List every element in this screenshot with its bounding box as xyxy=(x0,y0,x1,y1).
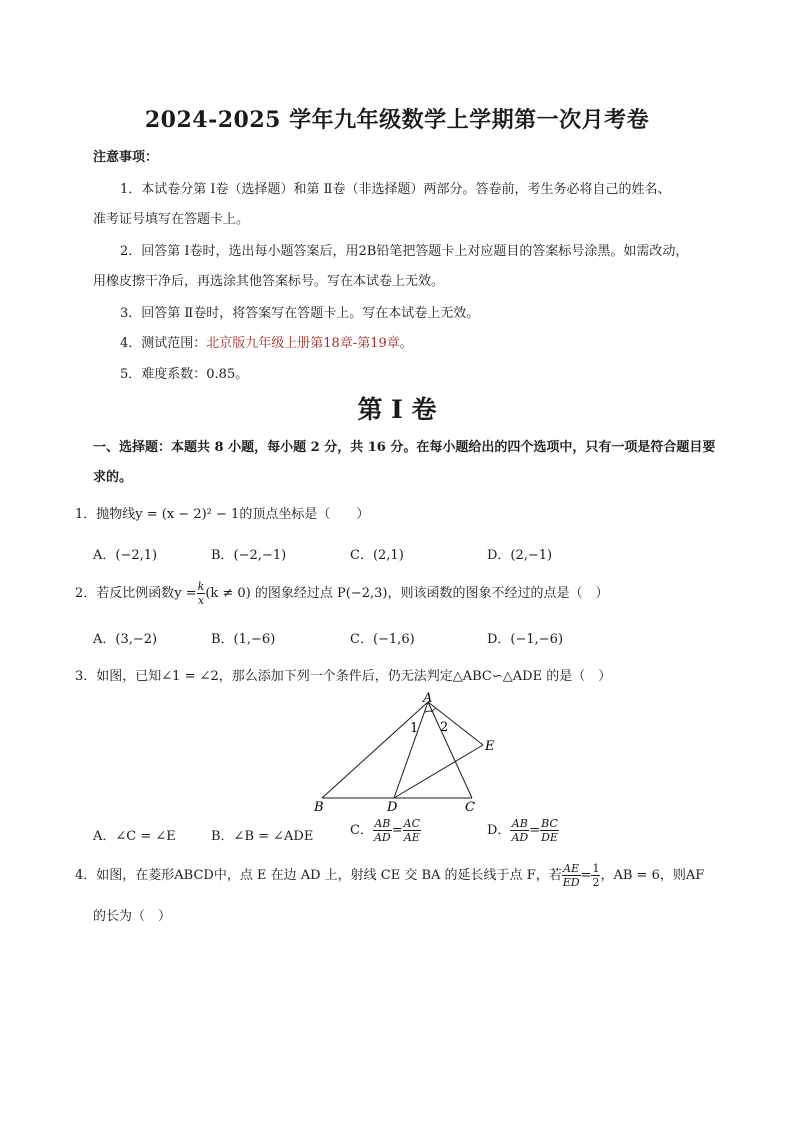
option-d-left-numerator: AB xyxy=(511,817,528,830)
vertex-a-label: A xyxy=(423,691,433,706)
question-2-fraction-denominator: x xyxy=(197,594,205,607)
question-2-stem-b: (k ≠ 0) 的图象经过点 P(−2,3)，则该函数的图象不经过的点是（ ） xyxy=(205,586,609,601)
notice-item-4-suffix: 。 xyxy=(399,336,413,351)
question-4-fraction-1-denominator: ED xyxy=(562,876,580,889)
question-3-option-d xyxy=(487,816,559,846)
option-c-right-numerator: AC xyxy=(403,817,420,830)
question-4-stem-line-2: 的长为（ ） xyxy=(93,909,172,924)
question-4-stem-b: ，AB = 6，则AF xyxy=(600,868,705,883)
question-2-option-a: A．(3,−2) xyxy=(93,632,158,647)
notice-item-2-line-2: 用橡皮擦干净后，再选涂其他答案标号。写在本试卷上无效。 xyxy=(93,274,445,289)
question-1-option-b: B．(−2,−1) xyxy=(211,548,287,563)
vertex-b-label: B xyxy=(314,800,324,812)
question-3-option-d-prefix: D． xyxy=(487,823,511,838)
angle-2-label: 2 xyxy=(440,720,449,735)
question-2-fraction-numerator: k xyxy=(197,580,205,593)
question-4-fraction-2-denominator: 2 xyxy=(592,876,600,889)
option-d-equals: = xyxy=(529,823,541,838)
option-d-right-numerator: BC xyxy=(541,817,558,830)
notice-item-4-prefix: 4．测试范围： xyxy=(120,336,207,351)
question-2-stem-a: 2．若反比例函数y = xyxy=(75,586,197,601)
part-intro-line-2: 求的。 xyxy=(93,470,133,485)
notice-item-1-line-2: 准考证号填写在答题卡上。 xyxy=(93,212,250,227)
question-2-stem xyxy=(75,579,608,609)
vertex-e-label: E xyxy=(485,739,495,754)
question-4-stem-a: 4．如图，在菱形ABCD中，点 E 在边 AD 上，射线 CE 交 BA 的延长线于点 F，若 xyxy=(75,868,562,883)
part-intro-line-1: 一、选择题：本题共 8 小题，每小题 2 分，共 16 分。在每小题给出的四个选项中，只有一项是符合题目要 xyxy=(93,440,716,455)
question-3-option-a: A．∠C = ∠E xyxy=(93,829,176,844)
question-1-option-c: C．(2,1) xyxy=(350,548,404,563)
question-4-fraction-2-numerator: 1 xyxy=(592,862,600,875)
vertex-c-label: C xyxy=(465,800,475,812)
option-c-right-denominator: AE xyxy=(403,831,420,844)
option-d-right-denominator: DE xyxy=(541,831,558,844)
question-2-option-c: C．(−1,6) xyxy=(350,632,415,647)
question-3-option-c xyxy=(350,816,421,846)
question-2-option-b: B．(1,−6) xyxy=(211,632,276,647)
question-3-option-b: B．∠B = ∠ADE xyxy=(211,829,314,844)
question-3-option-c-prefix: C． xyxy=(350,823,373,838)
angle-1-label: 1 xyxy=(410,721,419,736)
question-1-option-a: A．(−2,1) xyxy=(93,548,158,563)
notice-heading: 注意事项： xyxy=(93,150,159,165)
question-1-option-d: D．(2,−1) xyxy=(487,548,553,563)
question-2-fraction xyxy=(197,580,206,607)
notice-item-5: 5．难度系数：0.85。 xyxy=(120,367,249,382)
question-4-equals: = xyxy=(580,868,592,883)
notice-item-1-line-1: 1．本试卷分第 Ⅰ卷（选择题）和第 Ⅱ卷（非选择题）两部分。答卷前，考生务必将自己的姓名、 xyxy=(120,182,671,197)
option-c-equals: = xyxy=(391,823,403,838)
notice-item-3: 3．回答第 Ⅱ卷时，将答案写在答题卡上。写在本试卷上无效。 xyxy=(120,306,480,321)
segment-ab xyxy=(322,702,428,798)
question-2-option-d: D．(−1,−6) xyxy=(487,632,564,647)
test-scope: 北京版九年级上册第18章-第19章 xyxy=(206,336,400,351)
page-title: 2024-2025 学年九年级数学上学期第一次月考卷 xyxy=(144,107,650,133)
triangle-figure xyxy=(310,690,510,812)
vertex-d-label: D xyxy=(387,800,398,812)
question-3-stem: 3．如图，已知∠1 = ∠2，那么添加下列一个条件后，仍无法判定△ABC∽△ADE 的是（ ） xyxy=(75,669,612,684)
question-4-stem xyxy=(75,861,704,891)
option-c-left-denominator: AD xyxy=(373,831,391,844)
section-title: 第 Ⅰ 卷 xyxy=(357,395,437,424)
option-d-left-denominator: AD xyxy=(511,831,529,844)
segment-ac xyxy=(428,702,472,798)
segment-de xyxy=(394,745,483,798)
option-c-left-numerator: AB xyxy=(374,817,391,830)
question-1-stem: 1．抛物线y = (x − 2)² − 1的顶点坐标是（ ） xyxy=(75,507,370,522)
notice-item-4 xyxy=(120,332,413,351)
question-4-fraction-1-numerator: AE xyxy=(563,862,580,875)
notice-item-2-line-1: 2．回答第 Ⅰ卷时，选出每小题答案后，用2B铅笔把答题卡上对应题目的答案标号涂黑。如需改动， xyxy=(120,244,689,259)
segment-ad xyxy=(394,702,428,798)
